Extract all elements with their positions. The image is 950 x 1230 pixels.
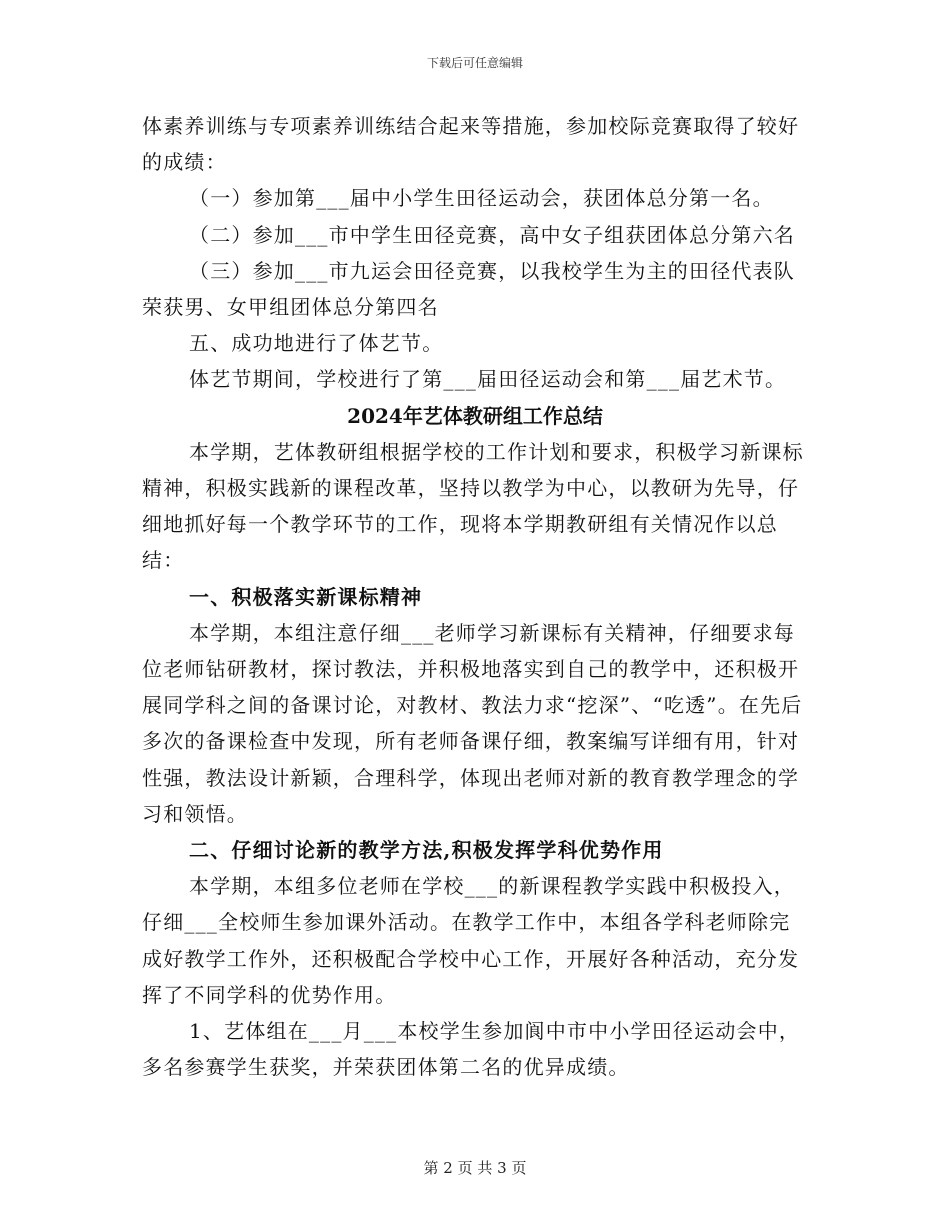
- paragraph: 本学期，本组注意仔细___老师学习新课标有关精神，仔细要求每位老师钻研教材，探讨教法，并积极地落实到自己的教学中，还积极开展同学科之间的备课讨论，对教材、教法力求“挖深”、“吃透”。在先后多次的备课检查中发现，所有老师备课仔细，教案编写详细有用，针对性强，教法设计新颖，合理科学，体现出老师对新的教育教学理念的学习和领悟。: [142, 620, 803, 826]
- list-item: （三）参加___市九运会田径竞赛，以我校学生为主的田径代表队荣获男、女甲组团体总分第四名: [142, 258, 795, 320]
- section-heading: 二、仔细讨论新的教学方法,积极发挥学科优势作用: [189, 838, 664, 863]
- paragraph: 本学期，艺体教研组根据学校的工作计划和要求，积极学习新课标精神，积极实践新的课程改革，坚持以教学为中心，以教研为先导，仔细地抓好每一个教学环节的工作，现将本学期教研组有关情况作以总结：: [142, 439, 804, 573]
- paragraph: 本学期，本组多位老师在学校___的新课程教学实践中积极投入，仔细___全校师生参加课外活动。在教学工作中，本组各学科老师除完成好教学工作外，还积极配合学校中心工作，开展好各种活动，充分发挥了不同学科的优势作用。: [142, 874, 800, 1007]
- document-title: 2024年艺体教研组工作总结: [347, 403, 603, 428]
- section-item: 五、成功地进行了体艺节。: [189, 331, 444, 356]
- paragraph: 体素养训练与专项素养训练结合起来等措施，参加校际竞赛取得了较好的成绩：: [142, 114, 800, 175]
- page-footer: 第 2 页 共 3 页: [423, 1159, 527, 1177]
- document-body: [142, 108, 808, 1085]
- list-item: （二）参加___市中学生田径竞赛，高中女子组获团体总分第六名: [189, 222, 795, 247]
- paragraph: 体艺节期间，学校进行了第___届田径运动会和第___届艺术节。: [189, 367, 787, 392]
- section-heading: 一、积极落实新课标精神: [189, 584, 423, 609]
- list-item: （一）参加第___届中小学生田径运动会，获团体总分第一名。: [189, 186, 774, 211]
- paragraph: 1、艺体组在___月___本校学生参加阆中市中小学田径运动会中，多名参赛学生获奖，并荣获团体第二名的优异成绩。: [142, 1019, 801, 1080]
- page-header: 下载后可任意编辑: [426, 56, 523, 70]
